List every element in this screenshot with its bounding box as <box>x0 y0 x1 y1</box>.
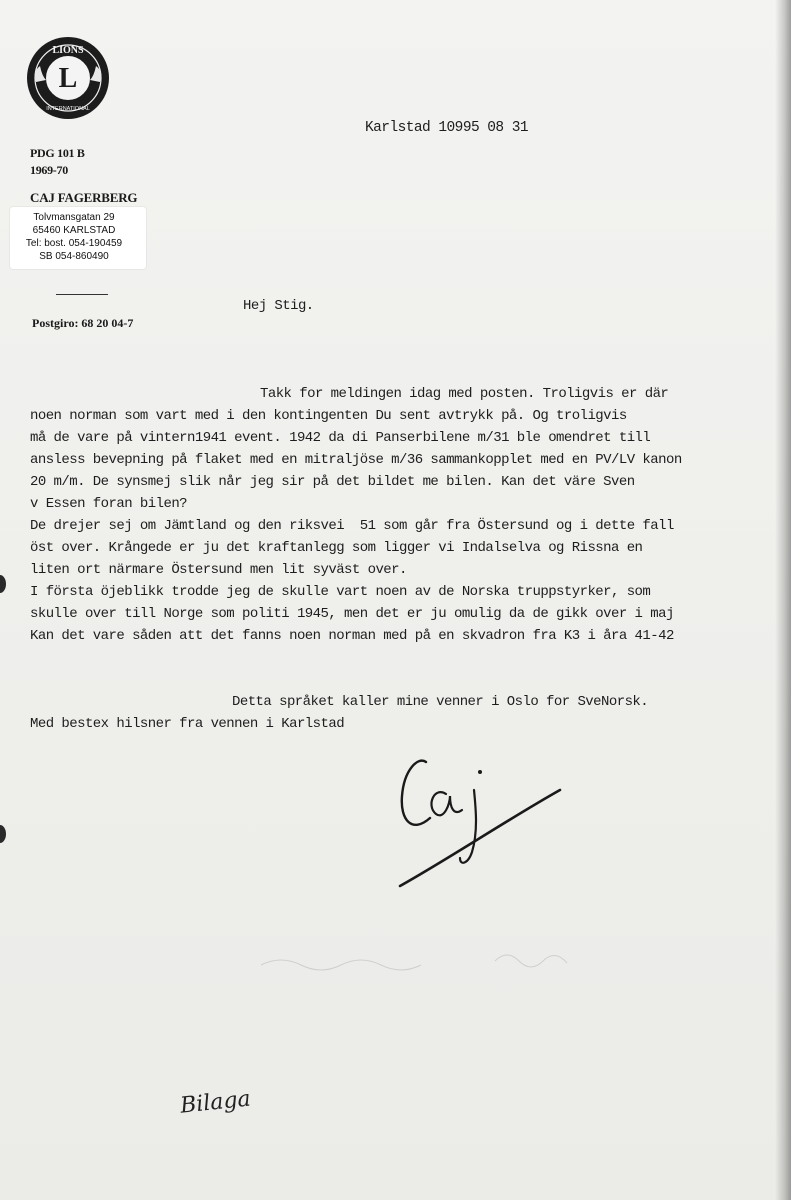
letter-closing: Med bestex hilsner fra vennen i Karlstad <box>30 716 345 732</box>
letter-line: Takk for meldingen idag med posten. Troligvis er där <box>260 386 669 402</box>
logo-letter: L <box>58 63 78 94</box>
letter-line: I första öjeblikk trodde jeg de skulle vart noen av de Norska truppstyrker, som <box>30 584 651 600</box>
letter-line: öst over. Krångede er ju det kraftanlegg som ligger vi Indalselva og Rissna en <box>30 540 643 556</box>
postgiro: Postgiro: 68 20 04-7 <box>32 316 134 330</box>
letter-line: må de vare på vintern1941 event. 1942 da di Panserbilene m/31 ble omendret till <box>30 430 651 446</box>
letter-line: Detta språket kaller mine venner i Oslo for SveNorsk. <box>232 694 649 710</box>
lions-club-emblem-icon <box>26 36 110 120</box>
sender-pdg: PDG 101 B <box>30 146 85 160</box>
letter-line: Kan det vare såden att det fanns noen norman med på en skvadron fra K3 i åra 41-42 <box>30 628 674 644</box>
letter-line: ansless bevepning på flaket med en mitraljöse m/36 sammankopplet med en PV/LV kanon <box>30 452 682 468</box>
address-tel-home: Tel: bost. 054-190459 <box>25 238 123 249</box>
scan-edge-shadow <box>775 0 791 1200</box>
logo-text-top: LIONS <box>52 45 84 56</box>
letter-line: De drejer sej om Jämtland og den riksvei 51 som går fra Östersund og i dette fall <box>30 518 674 534</box>
letterhead-divider <box>56 294 108 295</box>
letter-greeting: Hej Stig. <box>243 298 314 314</box>
letter-line: noen norman som vart med i den kontingenten Du sent avtrykk på. Og troligvis <box>30 408 627 424</box>
sender-name: CAJ FAGERBERG <box>30 190 138 205</box>
letter-line: 20 m/m. De synsmej slik når jeg sir på det bildet me bilen. Kan det väre Sven <box>30 474 635 490</box>
letter-line: liten ort närmare Östersund men lit syväst over. <box>30 562 407 578</box>
bleed-through-marks <box>255 935 615 995</box>
address-street: Tolvmansgatan 29 <box>33 212 115 223</box>
letter-line: skulle over till Norge som politi 1945, men det er ju omulig da de gikk over i maj <box>30 606 674 622</box>
handwritten-note-text: Bilaga <box>178 1086 252 1119</box>
letter-date: Karlstad 10995 08 31 <box>365 120 529 136</box>
logo-text-bottom: INTERNATIONAL <box>46 106 90 112</box>
address-city: 65460 KARLSTAD <box>32 225 116 236</box>
letter-line: v Essen foran bilen? <box>30 496 188 512</box>
signature <box>390 748 570 898</box>
sender-year: 1969-70 <box>30 163 68 177</box>
address-tel-work: SB 054-860490 <box>39 251 109 262</box>
handwritten-note <box>176 1076 286 1126</box>
